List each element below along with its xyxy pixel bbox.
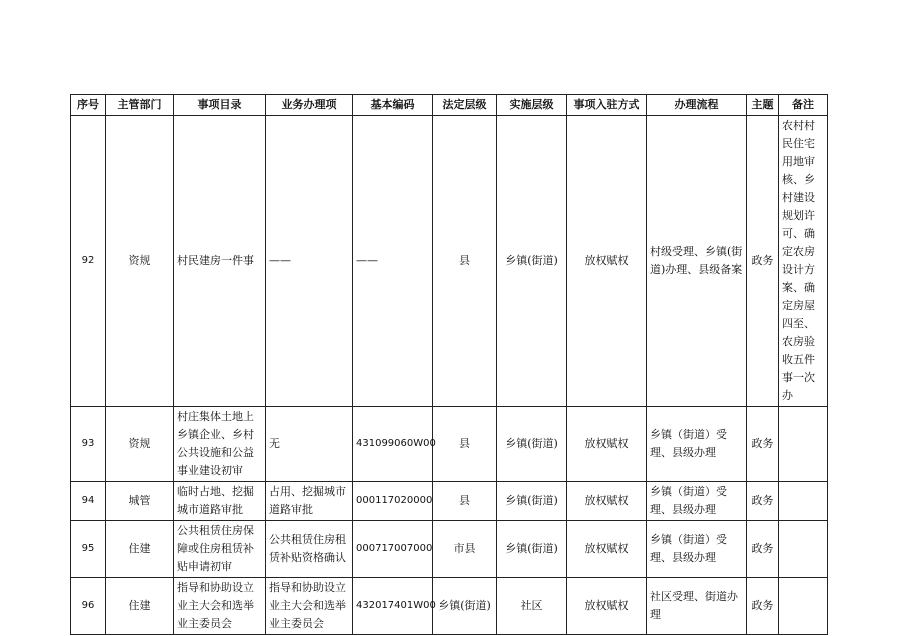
cell-biz: 公共租赁住房租赁补贴资格确认 [266, 521, 353, 578]
cell-topic: 政务 [747, 407, 779, 482]
cell-mode: 放权赋权 [567, 116, 647, 407]
cell-item: 村民建房一件事 [174, 116, 266, 407]
header-note: 备注 [779, 95, 828, 116]
cell-dept: 城管 [106, 482, 174, 521]
cell-topic: 政务 [747, 578, 779, 635]
cell-legal-level: 乡镇(街道) [433, 578, 497, 635]
cell-impl-level: 乡镇(街道) [497, 116, 567, 407]
header-biz: 业务办理项 [266, 95, 353, 116]
header-code: 基本编码 [353, 95, 433, 116]
cell-flow: 乡镇（街道）受理、县级办理 [647, 407, 747, 482]
table-row [71, 407, 828, 482]
cell-no: 92 [71, 116, 106, 407]
header-dept: 主管部门 [106, 95, 174, 116]
cell-topic: 政务 [747, 482, 779, 521]
cell-impl-level: 乡镇(街道) [497, 521, 567, 578]
header-no: 序号 [71, 95, 106, 116]
cell-legal-level: 县 [433, 116, 497, 407]
header-impl-level: 实施层级 [497, 95, 567, 116]
cell-biz: 无 [266, 407, 353, 482]
cell-no: 96 [71, 578, 106, 635]
cell-note [779, 578, 828, 635]
cell-item: 指导和协助设立业主大会和选举业主委员会 [174, 578, 266, 635]
cell-code: 432017401W00 [353, 578, 433, 635]
cell-no: 95 [71, 521, 106, 578]
cell-mode: 放权赋权 [567, 407, 647, 482]
cell-biz: —— [266, 116, 353, 407]
cell-item: 临时占地、挖掘城市道路审批 [174, 482, 266, 521]
cell-legal-level: 县 [433, 482, 497, 521]
cell-biz: 占用、挖掘城市道路审批 [266, 482, 353, 521]
cell-dept: 住建 [106, 521, 174, 578]
cell-mode: 放权赋权 [567, 578, 647, 635]
cell-impl-level: 社区 [497, 578, 567, 635]
cell-code: 431099060W00 [353, 407, 433, 482]
cell-note [779, 482, 828, 521]
cell-item: 公共租赁住房保障或住房租赁补贴申请初审 [174, 521, 266, 578]
cell-biz: 指导和协助设立业主大会和选举业主委员会 [266, 578, 353, 635]
cell-flow: 乡镇（街道）受理、县级办理 [647, 521, 747, 578]
cell-note: 农村村民住宅用地审核、乡村建设规划许可、确定农房设计方案、确定房屋四至、农房验收五件事一次办 [779, 116, 828, 407]
cell-dept: 住建 [106, 578, 174, 635]
cell-topic: 政务 [747, 521, 779, 578]
table-row [71, 578, 828, 635]
table-row [71, 116, 828, 407]
cell-legal-level: 县 [433, 407, 497, 482]
header-item: 事项目录 [174, 95, 266, 116]
cell-dept: 资规 [106, 116, 174, 407]
cell-no: 94 [71, 482, 106, 521]
header-topic: 主题 [747, 95, 779, 116]
cell-mode: 放权赋权 [567, 482, 647, 521]
header-mode: 事项入驻方式 [567, 95, 647, 116]
cell-legal-level: 市县 [433, 521, 497, 578]
cell-code: —— [353, 116, 433, 407]
cell-flow: 社区受理、街道办理 [647, 578, 747, 635]
header-row [71, 95, 828, 116]
cell-flow: 乡镇（街道）受理、县级办理 [647, 482, 747, 521]
cell-dept: 资规 [106, 407, 174, 482]
cell-topic: 政务 [747, 116, 779, 407]
table-row [71, 482, 828, 521]
header-flow: 办理流程 [647, 95, 747, 116]
cell-impl-level: 乡镇(街道) [497, 482, 567, 521]
cell-impl-level: 乡镇(街道) [497, 407, 567, 482]
table-row [71, 521, 828, 578]
cell-flow: 村级受理、乡镇(街道)办理、县级备案 [647, 116, 747, 407]
cell-no: 93 [71, 407, 106, 482]
cell-item: 村庄集体土地上乡镇企业、乡村公共设施和公益事业建设初审 [174, 407, 266, 482]
matters-table [70, 94, 828, 635]
cell-code: 000117020000 [353, 482, 433, 521]
cell-mode: 放权赋权 [567, 521, 647, 578]
header-legal-level: 法定层级 [433, 95, 497, 116]
cell-note [779, 521, 828, 578]
cell-note [779, 407, 828, 482]
cell-code: 000717007000 [353, 521, 433, 578]
